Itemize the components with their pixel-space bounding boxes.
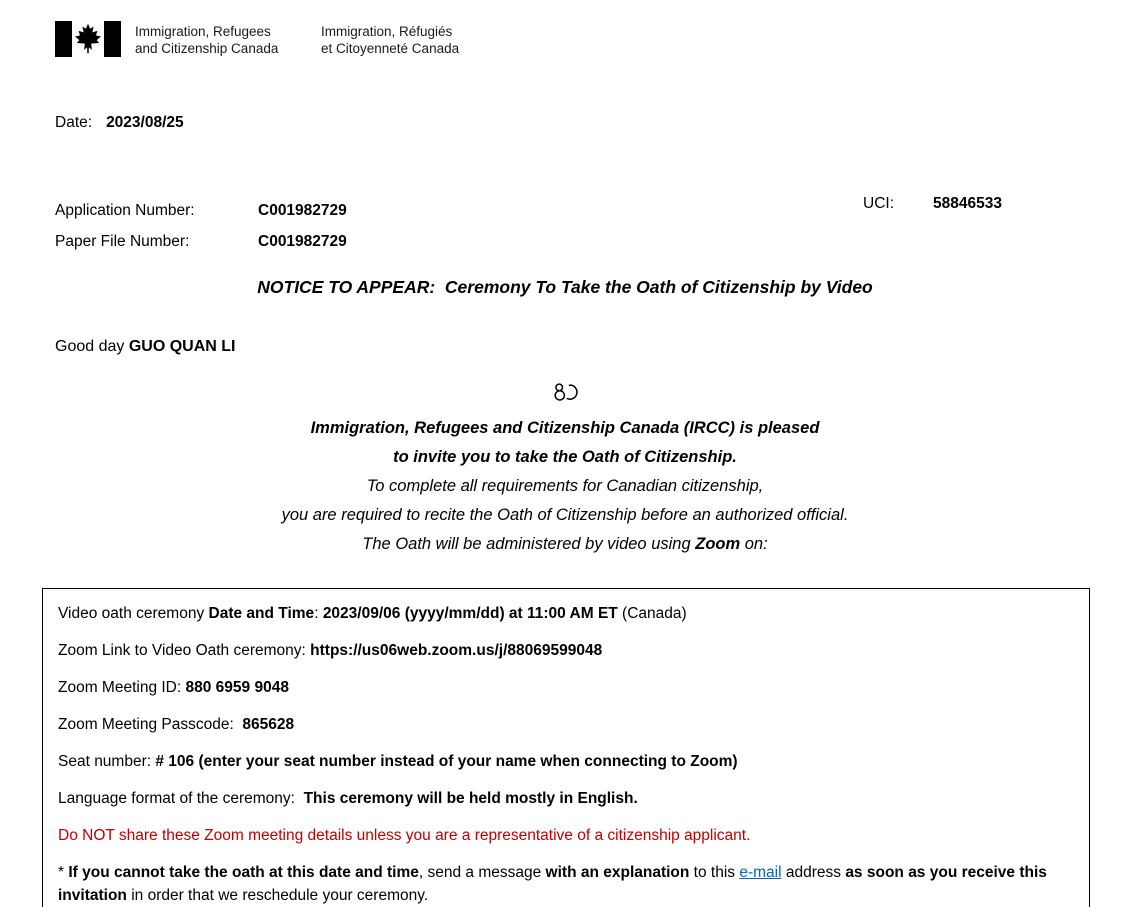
invitation-line-5-pre: The Oath will be administered by video using — [362, 535, 696, 553]
invitation-line-1: Immigration, Refugees and Citizenship Canada (IRCC) is pleased — [310, 419, 820, 437]
seat-number: # 106 (enter your seat number instead of your name when connecting to Zoom) — [155, 753, 738, 770]
paper-file-number-row — [55, 226, 347, 257]
ceremony-datetime: 2023/09/06 (yyyy/mm/dd) at 11:00 AM ET — [322, 605, 618, 622]
text-run: Language format of the ceremony: — [58, 790, 304, 807]
box-paragraph — [58, 787, 1074, 810]
application-number-row — [55, 195, 347, 226]
dept-name-en — [135, 23, 278, 57]
uci-value: 58846533 — [933, 195, 1002, 212]
box-paragraph — [58, 602, 1074, 625]
invitation-line-3: To complete all requirements for Canadian citizenship, — [366, 477, 764, 495]
zoom-url: https://us06web.zoom.us/j/88069599048 — [310, 642, 603, 659]
dept-name-fr — [321, 23, 459, 57]
paper-file-number-label: Paper File Number: — [55, 233, 190, 250]
text-run: address — [781, 864, 846, 881]
invitation-block — [0, 414, 1130, 559]
zoom-word: Zoom — [695, 535, 741, 553]
box-paragraph — [58, 639, 1074, 662]
greeting-line — [55, 338, 236, 356]
text-run: as soon as you receive this invitation — [58, 864, 1052, 904]
dept-name-fr-line2: et Citoyenneté Canada — [321, 41, 460, 56]
text-run: * — [58, 864, 69, 881]
dept-name-en-line2: and Citizenship Canada — [135, 41, 279, 56]
invitation-line-4: you are required to recite the Oath of Citizenship before an authorized official. — [281, 506, 849, 524]
box-paragraph — [58, 676, 1074, 699]
text-run: Video oath ceremony — [58, 605, 209, 622]
do-not-share-warning: Do NOT share these Zoom meeting details unless you are a representative of a citizenship applicant. — [58, 827, 751, 844]
text-run: Zoom Link to Video Oath ceremony: — [58, 642, 311, 659]
box-paragraph — [58, 713, 1074, 736]
ceremony-details-box — [42, 588, 1090, 907]
ceremony-language: This ceremony will be held mostly in English. — [303, 790, 638, 807]
paper-file-number-value: C001982729 — [258, 233, 347, 250]
applicant-name: GUO QUAN LI — [128, 338, 236, 355]
date-value: 2023/08/25 — [106, 114, 184, 131]
text-run: in order that we reschedule your ceremony. — [126, 887, 429, 904]
script-et-ornament-icon — [552, 381, 578, 403]
invitation-line-5 — [0, 530, 1130, 559]
uci-label: UCI: — [863, 195, 894, 212]
text-run: , send a message — [418, 864, 546, 881]
dept-name-fr-line1: Immigration, Réfugiés — [321, 24, 453, 39]
notice-title: NOTICE TO APPEAR: Ceremony To Take the Oath of Citizenship by Video — [257, 277, 873, 297]
uci-row — [863, 195, 1002, 213]
ornament-row — [0, 381, 1130, 408]
dept-name-en-line1: Immigration, Refugees — [135, 24, 271, 39]
text-run: If you cannot take the oath at this date and time — [68, 864, 419, 881]
text-run: (Canada) — [617, 605, 687, 622]
invitation-line-5-post: on: — [740, 535, 768, 553]
zoom-passcode: 865628 — [242, 716, 295, 733]
application-number-value: C001982729 — [258, 202, 347, 219]
email-link[interactable]: e-mail — [739, 864, 782, 881]
text-run: Seat number: — [58, 753, 156, 770]
zoom-meeting-id: 880 6959 9048 — [185, 679, 289, 696]
file-numbers — [55, 195, 347, 257]
box-paragraph — [58, 861, 1074, 907]
application-number-label: Application Number: — [55, 202, 195, 219]
text-run: Zoom Meeting ID: — [58, 679, 186, 696]
invitation-line-2: to invite you to take the Oath of Citizenship. — [393, 448, 737, 466]
greeting-prefix: Good day — [55, 338, 129, 355]
date-line — [55, 114, 184, 132]
box-paragraph — [58, 824, 1074, 847]
text-run: Date and Time — [208, 605, 315, 622]
text-run: to this — [689, 864, 740, 881]
box-paragraph — [58, 750, 1074, 773]
text-run: Zoom Meeting Passcode: — [58, 716, 243, 733]
text-run: : — [314, 605, 323, 622]
date-label: Date: — [55, 114, 93, 131]
canada-flag-icon — [55, 21, 121, 57]
text-run: with an explanation — [545, 864, 690, 881]
